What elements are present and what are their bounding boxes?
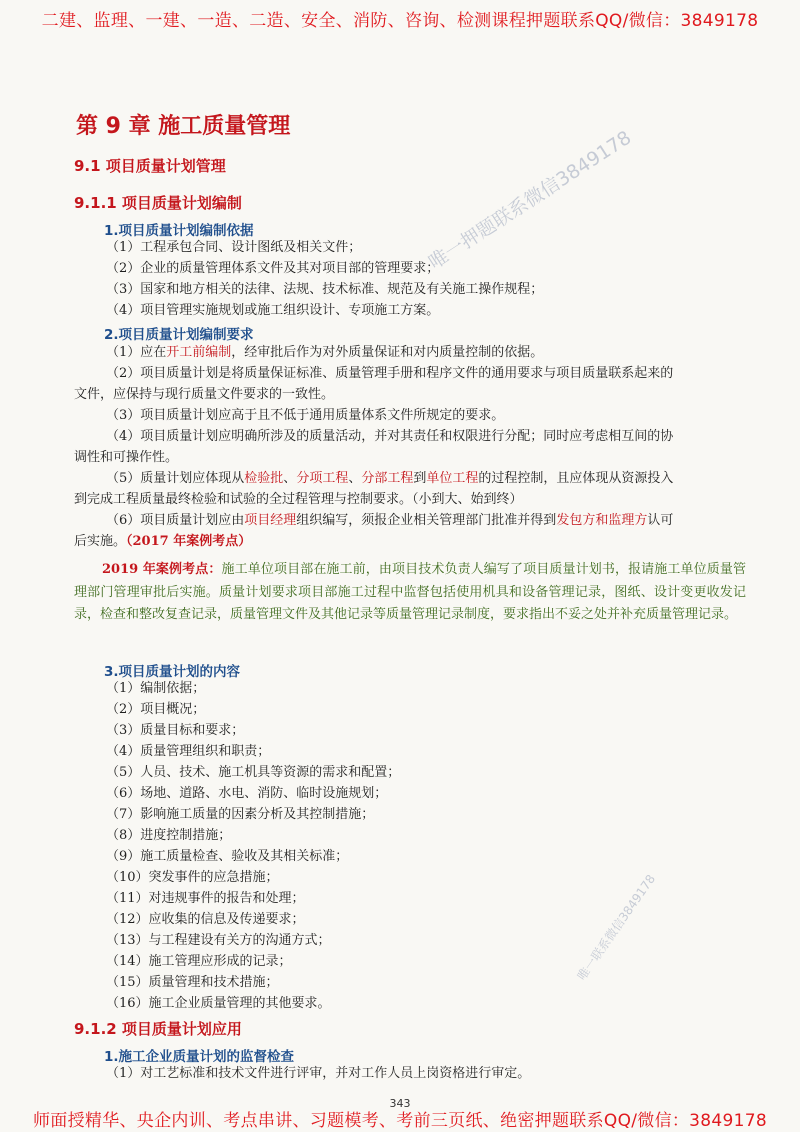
list-item: （8）进度控制措施； [106,828,232,843]
list-item: （9）施工质量检查、验收及其相关标准； [106,849,349,864]
top-promo-banner: 二建、监理、一建、一造、二造、安全、消防、咨询、检测课程押题联系QQ/微信：3849178 [41,11,759,31]
list-item: （12）应收集的信息及传递要求； [106,912,305,927]
section-heading-9-1-1: 9.1.1 项目质量计划编制 [74,194,242,212]
subheading-contents: 3.项目质量计划的内容 [104,664,241,680]
subheading-basis: 1.项目质量计划编制依据 [104,223,254,239]
paragraph-line: （5）质量计划应体现从检验批、分项工程、分部工程到单位工程的过程控制，且应体现从资源投入 [106,471,674,486]
paragraph-line: （2）项目质量计划是将质量保证标准、质量管理手册和程序文件的通用要求与项目质量联系起来的 [106,366,674,381]
bottom-promo-banner: 师面授精华、央企内训、考点串讲、习题模考、考前三页纸、绝密押题联系QQ/微信：3849178 [33,1111,767,1131]
subheading-supervision: 1.施工企业质量计划的监督检查 [104,1049,295,1065]
paragraph-line: （3）项目质量计划应高于且不低于通用质量体系文件所规定的要求。 [106,408,505,423]
list-item: （4）质量管理组织和职责； [106,744,271,759]
paragraph-line: 调性和可操作性。 [74,450,179,465]
paragraph-line: 后实施。（2017 年案例考点） [74,534,252,549]
list-item: （2）项目概况； [106,702,206,717]
list-item: （1）工程承包合同、设计图纸及相关文件； [106,240,362,255]
list-item: （3）质量目标和要求； [106,723,245,738]
list-item: （1）对工艺标准和技术文件进行评审，并对工作人员上岗资格进行审定。 [106,1066,531,1081]
list-item: （11）对违规事件的报告和处理； [106,891,305,906]
list-item: （3）国家和地方相关的法律、法规、技术标准、规范及有关施工操作规程； [106,282,544,297]
page-number: 343 [389,1097,411,1110]
paragraph-line: （4）项目质量计划应明确所涉及的质量活动，并对其责任和权限进行分配；同时应考虑相互间的协 [106,429,674,444]
paragraph-line: 文件，应保持与现行质量文件要求的一致性。 [74,387,335,402]
watermark-text: 唯一押题联系微信3849178 [424,126,636,274]
list-item: （14）施工管理应形成的记录； [106,954,292,969]
list-item: （15）质量管理和技术措施； [106,975,279,990]
list-item: （10）突发事件的应急措施； [106,870,279,885]
list-item: （13）与工程建设有关方的沟通方式； [106,933,331,948]
subheading-requirements: 2.项目质量计划编制要求 [104,327,254,343]
paragraph-line: （1）应在开工前编制，经审批后作为对外质量保证和对内质量控制的依据。 [106,345,544,360]
section-heading-9-1-2: 9.1.2 项目质量计划应用 [74,1020,242,1038]
list-item: （7）影响施工质量的因素分析及其控制措施； [106,807,375,822]
watermark-text: 唯一联系微信3849178 [574,872,659,983]
list-item: （2）企业的质量管理体系文件及其对项目部的管理要求； [106,261,440,276]
list-item: （4）项目管理实施规划或施工组织设计、专项施工方案。 [106,303,440,318]
chapter-title: 第 9 章 施工质量管理 [76,114,291,139]
list-item: （1）编制依据； [106,681,206,696]
paragraph-line: 到完成工程质量最终检验和试验的全过程管理与控制要求。（小到大、始到终） [74,492,523,507]
list-item: （5）人员、技术、施工机具等资源的需求和配置； [106,765,401,780]
case-note: 2019 年案例考点：施工单位项目部在施工前，由项目技术负责人编写了项目质量计划书，报请施工单位质量管理部门管理审批后实施。质量计划要求项目部施工过程中监督包括使用机具和设备管理记录，图纸、设计变更收发记录，检查和整改复查记录，质量管理文件及其他记录等质量管理记录制度，要求指出不妥之处并补充质量管理记录。 [74,562,746,622]
list-item: （16）施工企业质量管理的其他要求。 [106,996,331,1011]
paragraph-line: （6）项目质量计划应由项目经理组织编写，须报企业相关管理部门批准并得到发包方和监理方认可 [106,513,674,528]
list-item: （6）场地、道路、水电、消防、临时设施规划； [106,786,388,801]
section-heading-9-1: 9.1 项目质量计划管理 [74,157,226,175]
